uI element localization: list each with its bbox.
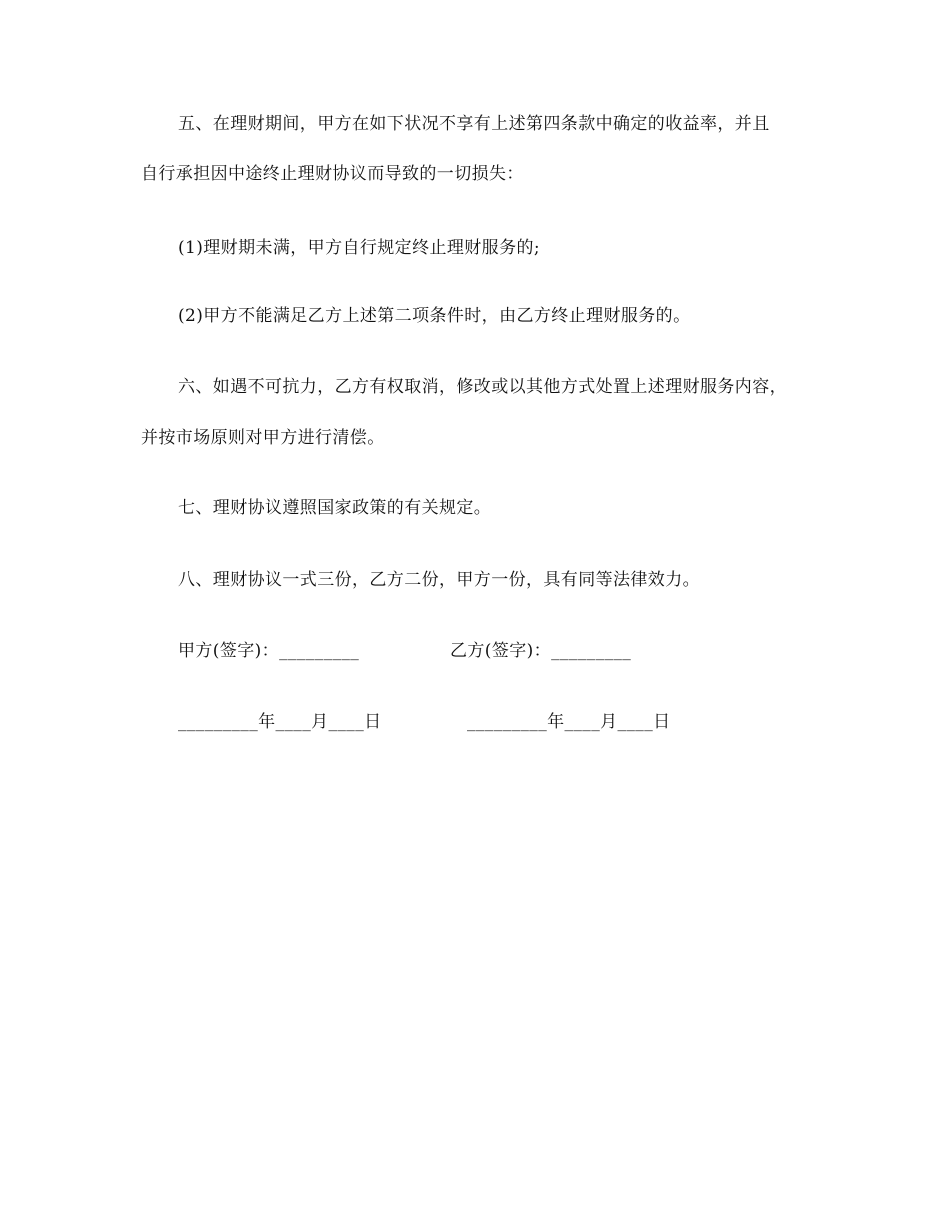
clause-7: 七、理财协议遵照国家政策的有关规定。 <box>178 498 492 518</box>
clause-6-line-2: 并按市场原则对甲方进行清偿。 <box>141 428 385 448</box>
clause-6-line-1: 六、如遇不可抗力，乙方有权取消，修改或以其他方式处置上述理财服务内容， <box>178 377 787 397</box>
clause-5-line-2: 自行承担因中途终止理财协议而导致的一切损失： <box>141 164 524 184</box>
clause-5-item-1: (1)理财期未满，甲方自行规定终止理财服务的; <box>178 238 541 258</box>
clause-5-item-2: (2)甲方不能满足乙方上述第二项条件时，由乙方终止理财服务的。 <box>178 306 691 326</box>
party-b-date: _________年____月____日 <box>467 712 671 732</box>
clause-8: 八、理财协议一式三份，乙方二份，甲方一份，具有同等法律效力。 <box>178 570 700 590</box>
clause-5-line-1: 五、在理财期间，甲方在如下状况不享有上述第四条款中确定的收益率，并且 <box>178 114 770 134</box>
party-a-date: _________年____月____日 <box>178 712 382 732</box>
party-a-signature: 甲方(签字)：_________ <box>178 641 360 661</box>
party-b-signature: 乙方(签字)：_________ <box>450 641 632 661</box>
